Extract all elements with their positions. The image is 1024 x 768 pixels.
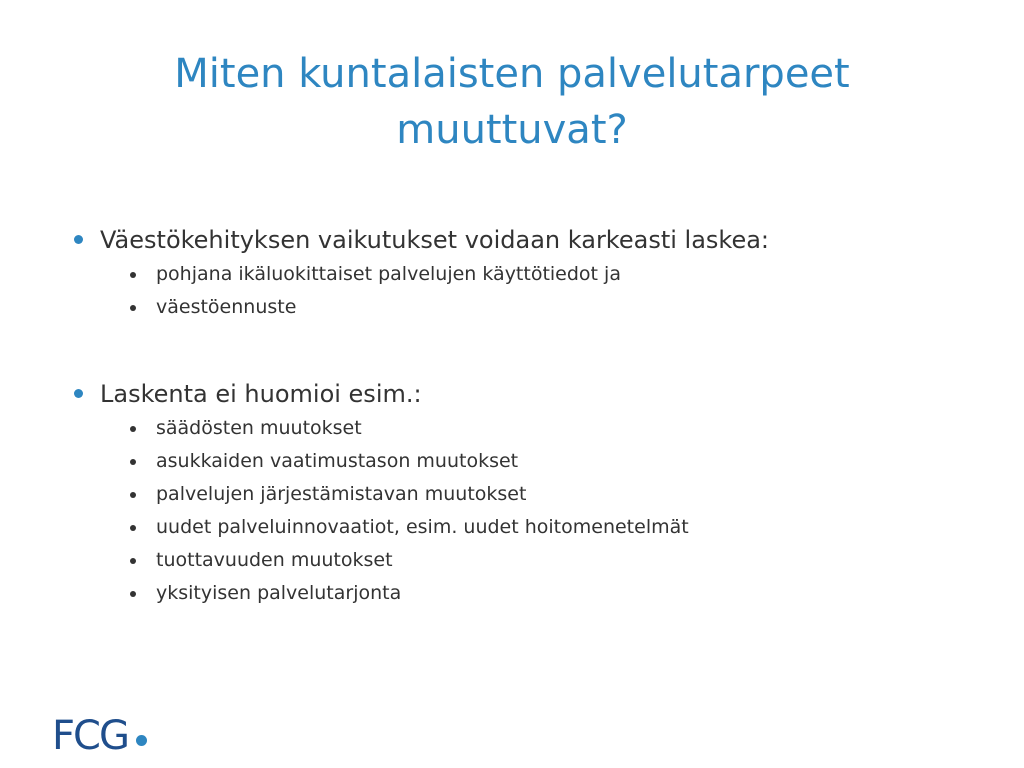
sub-bullet-text: pohjana ikäluokittaiset palvelujen käyttötiedot ja <box>156 263 621 285</box>
fcg-logo <box>52 712 147 759</box>
slide-content <box>72 222 972 610</box>
logo-text: FCG <box>52 713 128 759</box>
dot-bullet-icon <box>130 492 136 498</box>
sub-bullet-text: tuottavuuden muutokset <box>156 549 393 571</box>
sub-bullet-text: säädösten muutokset <box>156 417 362 439</box>
bullet-level1 <box>72 376 972 412</box>
slide-title <box>60 46 964 158</box>
sub-bullet-item <box>128 478 972 511</box>
bullet-text: Väestökehityksen vaikutukset voidaan karkeasti laskea: <box>100 226 770 254</box>
sub-bullet-item <box>128 544 972 577</box>
dot-bullet-icon <box>130 558 136 564</box>
slide-title-line-1: Miten kuntalaisten palvelutarpeet <box>174 51 850 97</box>
sub-bullet-list <box>72 258 972 324</box>
sub-bullet-item <box>128 445 972 478</box>
section-population-development <box>72 222 972 324</box>
sub-bullet-list <box>72 412 972 610</box>
sub-bullet-item <box>128 577 972 610</box>
sub-bullet-text: asukkaiden vaatimustason muutokset <box>156 450 519 472</box>
section-not-considered <box>72 376 972 610</box>
sub-bullet-item <box>128 412 972 445</box>
bullet-level1 <box>72 222 972 258</box>
dot-bullet-icon <box>130 426 136 432</box>
sub-bullet-item <box>128 291 972 324</box>
dot-bullet-icon <box>130 305 136 311</box>
logo-dot-icon <box>136 735 147 746</box>
blue-bullet-icon <box>74 389 83 398</box>
slide-title-line-2: muuttuvat? <box>396 107 628 153</box>
dot-bullet-icon <box>130 459 136 465</box>
dot-bullet-icon <box>130 591 136 597</box>
sub-bullet-text: uudet palveluinnovaatiot, esim. uudet hoitomenetelmät <box>156 516 689 538</box>
bullet-text: Laskenta ei huomioi esim.: <box>100 380 422 408</box>
sub-bullet-item <box>128 258 972 291</box>
dot-bullet-icon <box>130 272 136 278</box>
sub-bullet-text: yksityisen palvelutarjonta <box>156 582 402 604</box>
dot-bullet-icon <box>130 525 136 531</box>
sub-bullet-item <box>128 511 972 544</box>
sub-bullet-text: palvelujen järjestämistavan muutokset <box>156 483 527 505</box>
blue-bullet-icon <box>74 235 83 244</box>
sub-bullet-text: väestöennuste <box>156 296 297 318</box>
